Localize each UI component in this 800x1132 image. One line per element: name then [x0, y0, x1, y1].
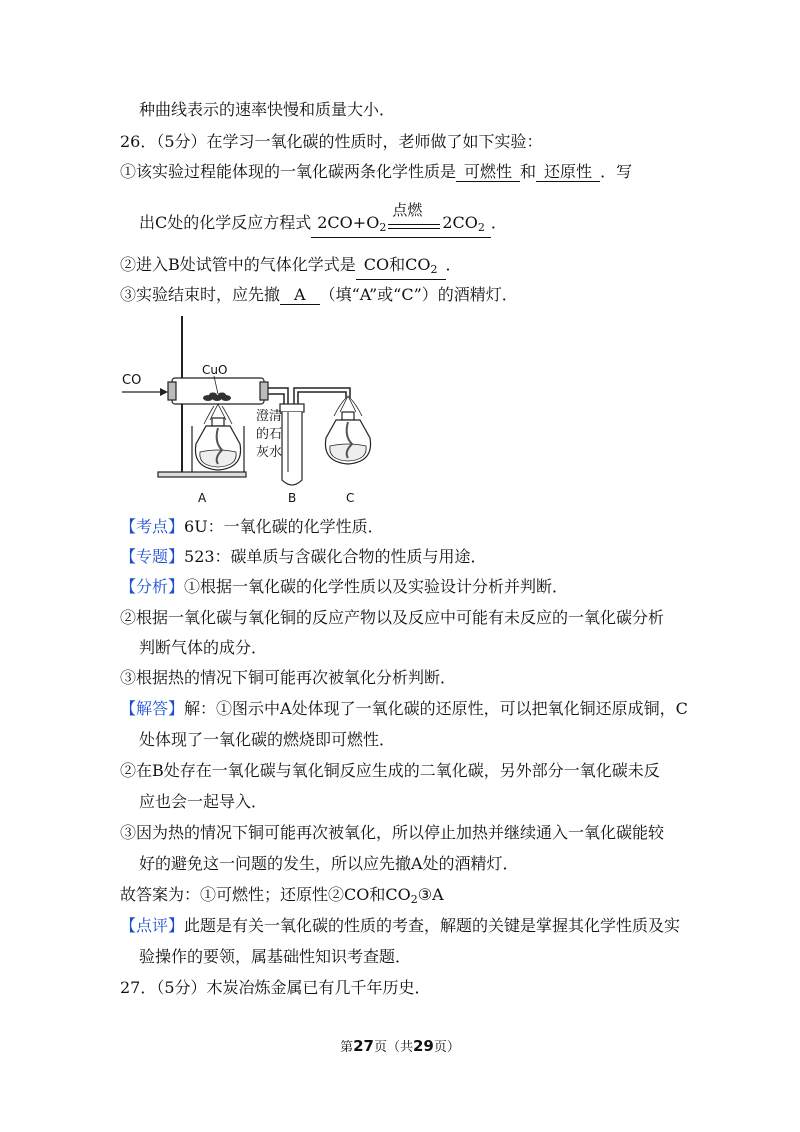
- page-total: 29: [413, 1037, 434, 1055]
- text-line: 处体现了一氧化碳的燃烧即可燃性．: [139, 730, 396, 749]
- limewater-label: 澄清: [256, 409, 283, 424]
- text: ①根据一氧化碳的化学性质以及实验设计分析并判断．: [184, 577, 569, 596]
- text: ．: [490, 213, 507, 232]
- apparatus-diagram: [118, 312, 380, 508]
- jieda-tag: 【解答】: [120, 699, 185, 718]
- label-b: B: [288, 491, 297, 505]
- text-line: 判断气体的成分．: [139, 638, 268, 657]
- equation-left: 2CO+O: [317, 213, 380, 232]
- text: 第: [340, 1040, 354, 1055]
- equation-line: [139, 201, 507, 238]
- text: 页（共: [373, 1040, 413, 1055]
- answer-blank: 可燃性: [456, 162, 520, 182]
- text-line: ②在B处存在一氧化碳与氧化铜反应生成的二氧化碳，另外部分一氧化碳未反: [120, 761, 660, 780]
- lamp-a-wick: [212, 418, 224, 426]
- fenxi-line: [120, 576, 568, 598]
- jieda-line: [120, 698, 688, 720]
- arrow-head: [160, 388, 168, 396]
- tube-to-c: [294, 388, 350, 404]
- answer-blank: A: [280, 285, 320, 305]
- lamp-c-wick: [342, 412, 354, 420]
- dianping-line: [120, 915, 680, 937]
- text: 6U：一氧化碳的化学性质．: [184, 517, 384, 536]
- text: ②进入B处试管中的气体化学式是: [120, 255, 356, 274]
- text-line: 应也会一起导入．: [139, 792, 268, 811]
- text-line: 验操作的要领，属基础性知识考查题．: [139, 947, 412, 966]
- question-27-title: 27．（5分）木炭冶炼金属已有几千年历史．: [120, 978, 431, 997]
- subscript: 2: [379, 221, 387, 234]
- flame-c: [340, 396, 356, 412]
- sub-question-2: [120, 254, 462, 280]
- fenxi-tag: 【分析】: [120, 577, 185, 596]
- stand-base: [158, 472, 246, 477]
- sub-question-1: [120, 161, 632, 183]
- text: ．: [445, 255, 462, 274]
- text: 故答案为：①可燃性；还原性②CO和CO: [120, 885, 411, 904]
- test-tube-b: [282, 412, 302, 485]
- zhuanti-line: [120, 546, 487, 568]
- text: （填“A”或“C”）的酒精灯．: [319, 285, 518, 304]
- text: 和: [520, 162, 537, 181]
- equation-right: 2CO: [442, 213, 478, 232]
- kaodian-line: [120, 516, 384, 538]
- text-line: ③因为热的情况下铜可能再次被氧化，所以停止加热并继续通入一氧化碳能较: [120, 823, 665, 842]
- sub-question-3: [120, 284, 518, 306]
- page-footer: [0, 1036, 800, 1055]
- co-label: CO: [122, 373, 142, 388]
- text: 523：碳单质与含碳化合物的性质与用途．: [184, 547, 487, 566]
- subscript: 2: [410, 893, 418, 906]
- text: 此题是有关一氧化碳的性质的考查，解题的关键是掌握其化学性质及实: [184, 916, 681, 935]
- zhuanti-tag: 【专题】: [120, 547, 185, 566]
- label-c: C: [346, 491, 355, 505]
- text: 解：①图示中A处体现了一氧化碳的还原性，可以把氧化铜还原成铜，C: [184, 699, 688, 718]
- svg-text:的石: 的石: [256, 427, 283, 442]
- text-line: ②根据一氧化碳与氧化铜的反应产物以及反应中可能有未反应的一氧化碳分析: [120, 608, 665, 627]
- text-line: 好的避免这一问题的发生，所以应先撤A处的酒精灯．: [139, 854, 519, 873]
- condition-text: 点燃: [392, 201, 423, 219]
- text: 页）: [433, 1040, 460, 1055]
- tube-to-b: [268, 388, 288, 404]
- text-line: 种曲线表示的速率快慢和质量大小．: [139, 100, 396, 119]
- cuo-label: CuO: [202, 363, 228, 377]
- answer-blank: 还原性: [536, 162, 600, 182]
- reaction-condition: [388, 201, 440, 237]
- kaodian-tag: 【考点】: [120, 517, 185, 536]
- dianping-tag: 【点评】: [120, 916, 185, 935]
- text: ③A: [417, 885, 444, 904]
- answer-blank: [311, 201, 491, 238]
- text: 出C处的化学反应方程式: [139, 213, 312, 232]
- text: ③实验结束时，应先撤: [120, 285, 281, 304]
- text-line: ③根据热的情况下铜可能再次被氧化分析判断．: [120, 668, 457, 687]
- subscript: 2: [477, 221, 485, 234]
- text: ①该实验过程能体现的一氧化碳两条化学性质是: [120, 162, 457, 181]
- label-a: A: [198, 491, 207, 505]
- answer-blank: CO和$CO_2$: [356, 255, 446, 280]
- answer-line: [120, 884, 444, 911]
- text: ．写: [600, 162, 633, 181]
- page-number: 27: [353, 1037, 374, 1055]
- svg-text:灰水: 灰水: [256, 445, 283, 460]
- question-title: 26．（5分）在学习一氧化碳的性质时，老师做了如下实验：: [120, 132, 543, 151]
